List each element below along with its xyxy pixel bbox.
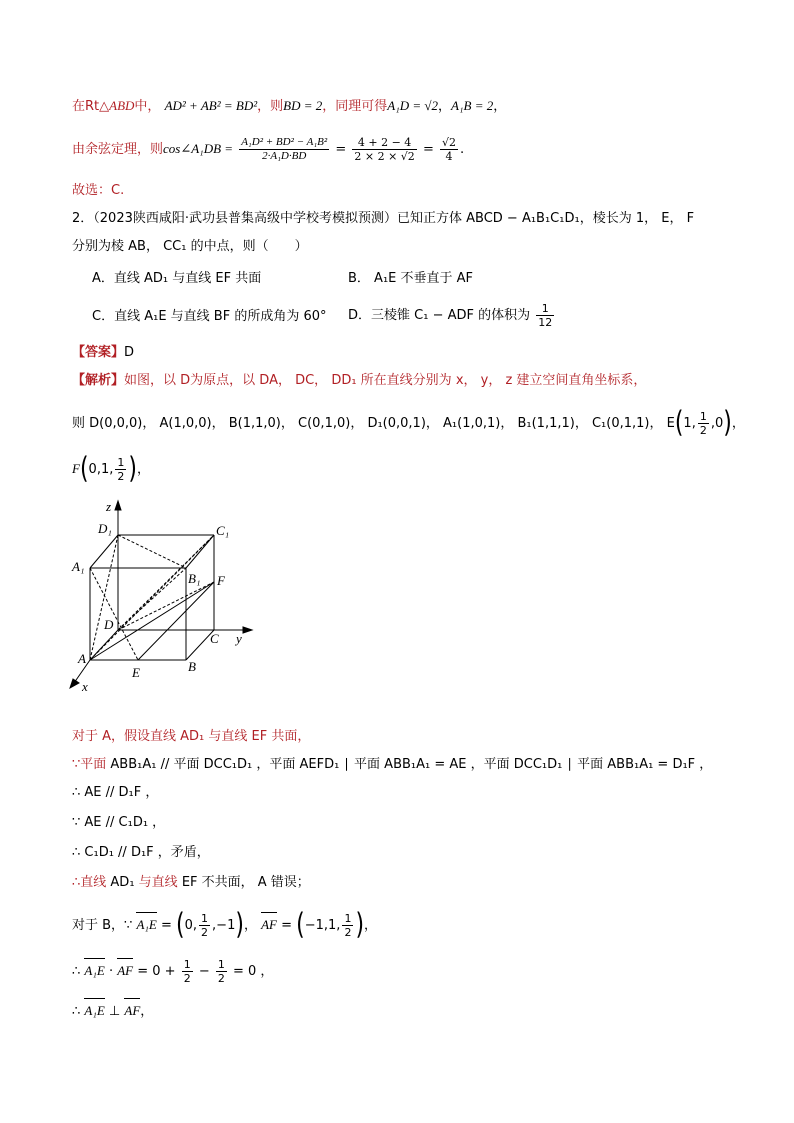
label-a: A (78, 651, 86, 666)
label-c1: C₁ (216, 523, 230, 538)
fraction-cos-1: $\frac{\text{A₁D² + BD² − A₁B²}}{\text{2·A₁D·BD}}$ (241, 136, 328, 162)
dashed-d1-b1 (118, 535, 186, 568)
option-b: B． A₁E 不垂直于 AF (348, 271, 474, 286)
solution-b-line-3: ∴ A₁E ⊥ AF， (72, 1000, 153, 1023)
segment-ef (138, 582, 214, 660)
solution-a-line-5: ∴ C₁D₁ // D₁F ，矛盾， (72, 845, 210, 860)
line-choose-c: 故选：C. (72, 183, 125, 198)
fraction-b2-half-2: $\frac{1}{2}$ (217, 958, 225, 985)
x-axis-arrow (70, 679, 79, 688)
question-2-line-2: 分别为棱 AB， CC₁ 的中点，则（ ） (72, 239, 308, 254)
dashed-a-c1 (90, 535, 214, 660)
label-d1: D₁ (98, 521, 112, 536)
cube-figure (60, 495, 260, 695)
option-a: A．直线 AD₁ 与直线 EF 共面 (92, 271, 262, 286)
solution-a-line-2: ∵平面 ABB₁A₁ // 平面 DCC₁D₁ ，平面 AEFD₁ ∣ 平面 ABB₁A₁ = AE ，平面 DCC₁D₁ ∣ 平面 ABB₁A₁ = D₁F ， (72, 757, 713, 772)
label-d: D (104, 617, 114, 632)
analysis-line: 【解析】如图，以 D为原点，以 DA， DC， DD₁ 所在直线分别为 x， y， z 建立空间直角坐标系， (72, 373, 647, 388)
fraction-cos-2: $\frac{4 + 2 - 4}{2 \times 2 \times √2}$ (354, 136, 415, 163)
dashed-d-f (118, 582, 214, 630)
fraction-b2-half-1: $\frac{1}{2}$ (183, 958, 191, 985)
line-cosine-law: 由余弦定理，则cos∠A₁DB = $\frac{\text{A₁D² + BD² − A₁B²}}{\text{2·A₁D·BD}}$ = $\frac{4 + 2 - 4}{2 \times 2 \times √2}$ = $\frac{√2}{4}$ . (72, 136, 465, 163)
solution-a-line-3: ∴ AE // D₁F ， (72, 785, 159, 800)
label-c: C (210, 631, 219, 646)
option-c: C．直线 A₁E 与直线 BF 的所成角为 60° (92, 309, 327, 324)
fraction-f-half: $\frac{1}{2}$ (117, 456, 125, 483)
coordinates-line: 则 D(0,0,0)， A(1,0,0)， B(1,1,0)， C(0,1,0)， D₁(0,0,1)， A₁(1,0,1)， B₁(1,1,1)， C₁(0,1,1)， E(1, $\frac{1}{2}$ ,0)， (72, 405, 745, 440)
solution-a-line-6: ∴直线 AD₁ 与直线 EF 不共面， A 错误； (72, 875, 310, 890)
edge-c1b1 (186, 535, 214, 568)
y-axis-arrow (243, 627, 252, 633)
line-rt-triangle: 在Rt△ABD中， AD² + AB² = BD²，则BD = 2，同理可得A₁D = √2，A₁B = 2， (72, 98, 507, 114)
z-axis-arrow (115, 501, 121, 510)
dashed-d1-a (90, 535, 118, 660)
question-2-line-1: 2．（2023陕西咸阳·武功县普集高级中学校考模拟预测）已知正方体 ABCD − A₁B₁C₁D₁，棱长为 1， E， F (72, 211, 695, 226)
fraction-one-twelfth: $\frac{1}{12}$ (538, 302, 553, 329)
fraction-b1-half-1: $\frac{1}{2}$ (201, 912, 209, 939)
dashed-a1-e (90, 568, 138, 660)
label-f: F (217, 573, 225, 588)
label-x: x (82, 679, 88, 694)
label-y: y (236, 631, 242, 646)
option-d: D．三棱锥 C₁ − ADF 的体积为 $\frac{1}{12}$ (348, 302, 553, 329)
solution-b-line-1: 对于 B，∵ A₁E = (0, $\frac{1}{2}$ ,−1)， AF = (−1,1, $\frac{1}{2}$ )， (72, 907, 378, 942)
coordinates-f-line: F(0,1, $\frac{1}{2}$ )， (72, 451, 150, 486)
fraction-cos-3: $\frac{√2}{4}$ (441, 136, 456, 163)
fraction-b1-half-2: $\frac{1}{2}$ (344, 912, 352, 939)
fraction-e-half: $\frac{1}{2}$ (699, 410, 707, 437)
label-e: E (132, 665, 140, 680)
label-b1: B₁ (188, 571, 201, 586)
solution-a-line-4: ∵ AE // C₁D₁ ， (72, 815, 166, 830)
solution-a-line-1: 对于 A，假设直线 AD₁ 与直线 EF 共面， (72, 729, 311, 744)
solution-b-line-2: ∴ A₁E · AF = 0 + $\frac{1}{2}$ − $\frac{1}{2}$ = 0 ， (72, 958, 274, 985)
label-a1: A₁ (72, 559, 85, 574)
label-z: z (106, 499, 112, 514)
label-b: B (188, 659, 196, 674)
answer-line: 【答案】D (72, 345, 135, 360)
